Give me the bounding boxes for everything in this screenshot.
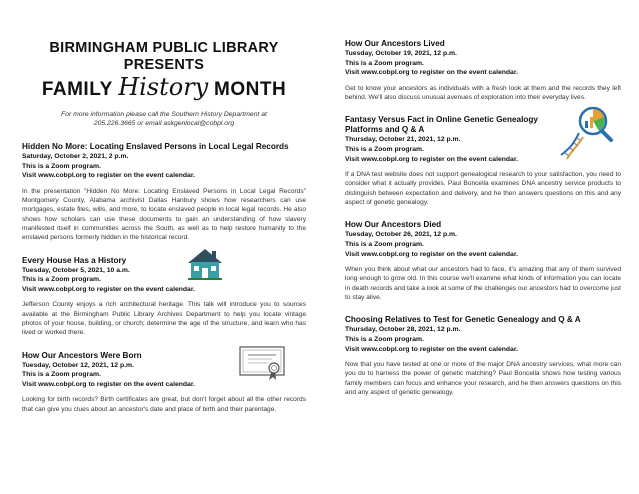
event-title: How Our Ancestors Were Born — [22, 350, 142, 360]
header-history: History — [118, 73, 209, 101]
event-fantasy-vs-fact — [345, 115, 621, 207]
left-column — [22, 0, 306, 414]
event-ancestors-died — [345, 220, 621, 302]
flyer-header — [22, 40, 306, 128]
event-date: Tuesday, October 12, 2021, 12 p.m. — [22, 361, 134, 369]
contact-line-1: For more information please call the Southern History Department at — [61, 111, 267, 118]
event-date: Tuesday, October 19, 2021, 12 p.m. — [345, 50, 457, 57]
event-description: When you think about what our ancestors had to face, it's amazing that any of them survived long enough to grow old. In this course we'll examine what kinds of information you can locate in death records and take a look at some of the challenges our ancestors had to overcome just to stay alive. — [345, 266, 621, 302]
house-icon — [186, 248, 224, 280]
event-title: Hidden No More: Locating Enslaved Persons in Local Legal Records — [22, 142, 289, 151]
event-format: This is a Zoom program. — [345, 240, 424, 248]
event-ancestors-lived — [345, 39, 621, 102]
event-format: This is a Zoom program. — [22, 371, 101, 379]
event-description: Jefferson County enjoys a rich architectural heritage. This talk will introduce you to sources available at the Birmingham Public Library Archives Department to help you locate vintage photos of your house, building, or church; determine the age of the structure, and learn who has lived or worked there. — [22, 301, 306, 337]
header-presenter: BIRMINGHAM PUBLIC LIBRARY PRESENTS — [49, 40, 279, 73]
event-date: Thursday, October 21, 2021, 12 p.m. — [345, 136, 461, 144]
event-title: Every House Has a History — [22, 255, 127, 265]
event-title: Fantasy Versus Fact in Online Genetic Genealogy Platforms and Q & A — [345, 115, 538, 135]
event-date: Tuesday, October 26, 2021, 12 p.m. — [345, 231, 457, 239]
event-register-link[interactable]: Visit www.cobpl.org to register on the event calendar. — [345, 250, 518, 258]
event-title: Choosing Relatives to Test for Genetic Genealogy and Q & A — [345, 315, 581, 325]
event-date: Saturday, October 2, 2021, 2 p.m. — [22, 153, 129, 160]
event-every-house — [22, 256, 306, 338]
event-format: This is a Zoom program. — [345, 145, 424, 153]
header-family: FAMILY — [41, 79, 113, 100]
event-description: Get to know your ancestors as individuals with a fresh look at them and the records they left behind. We'll also discuss unusual avenues of exploration into their everyday lives. — [345, 84, 621, 102]
event-format: This is a Zoom program. — [345, 335, 424, 343]
header-month: MONTH — [214, 79, 287, 100]
header-title — [22, 74, 306, 103]
contact-info — [22, 110, 306, 128]
event-register-link[interactable]: Visit www.cobpl.org to register on the event calendar. — [345, 345, 518, 353]
event-register-link[interactable]: Visit www.cobpl.org to register on the event calendar. — [345, 69, 518, 77]
dna-chart-icon — [557, 103, 617, 161]
certificate-icon — [238, 345, 288, 381]
event-register-link[interactable]: Visit www.cobpl.org to register on the event calendar. — [22, 285, 195, 293]
event-ancestors-born — [22, 351, 306, 414]
event-title: How Our Ancestors Lived — [345, 39, 445, 48]
event-description: Now that you have tested at one or more of the major DNA ancestry services, what more can you do to harness the power of genetic matching? Paul Boncella shows how testing various family members can focus and enhance your research, and he then answers questions on this and any aspect of genetic genealogy. — [345, 361, 621, 396]
event-hidden-no-more — [22, 142, 306, 243]
event-description: Looking for birth records? Birth certificates are great, but don't forget about all the other records that can give you clues about an ancestor's date and place of birth and their parentage. — [22, 396, 306, 413]
event-format: This is a Zoom program. — [22, 276, 101, 284]
event-format: This is a Zoom program. — [22, 162, 101, 170]
event-description: In the presentation "Hidden No More: Locating Enslaved Persons in Local Legal Records" Montgomery County, Alabama archivist Dallas Hanbury shows how researchers can use mortgages, estate files, wills, and more, to locate enslaved people in local legal records. He also shows how scholars can use these documents to gain an understanding of how slavery manifested itself in communities across the South, as well as to help restore humanity to the enslaved persons formerly hidden in the historical record. — [22, 187, 306, 242]
event-register-link[interactable]: Visit www.cobpl.org to register on the event calendar. — [22, 172, 195, 180]
contact-line-2: 205.226.3665 or email askgenlocal@cobpl.org — [93, 120, 235, 127]
event-register-link[interactable]: Visit www.cobpl.org to register on the event calendar. — [345, 155, 518, 163]
event-description: If a DNA test website does not support genealogical research to your satisfaction, you need to consider what it actually provides. Paul Boncella examines DNA ancestry service products to distinguish between expectation and delivery, and he then answers questions on this and any aspect of genetic genealogy. — [345, 171, 621, 207]
right-column — [345, 0, 621, 397]
event-date: Tuesday, October 5, 2021, 10 a.m. — [22, 266, 130, 274]
event-format: This is a Zoom program. — [345, 59, 424, 67]
event-register-link[interactable]: Visit www.cobpl.org to register on the event calendar. — [22, 380, 195, 388]
event-date: Thursday, October 28, 2021, 12 p.m. — [345, 326, 461, 334]
event-title: How Our Ancestors Died — [345, 220, 442, 230]
event-choosing-relatives — [345, 315, 621, 397]
